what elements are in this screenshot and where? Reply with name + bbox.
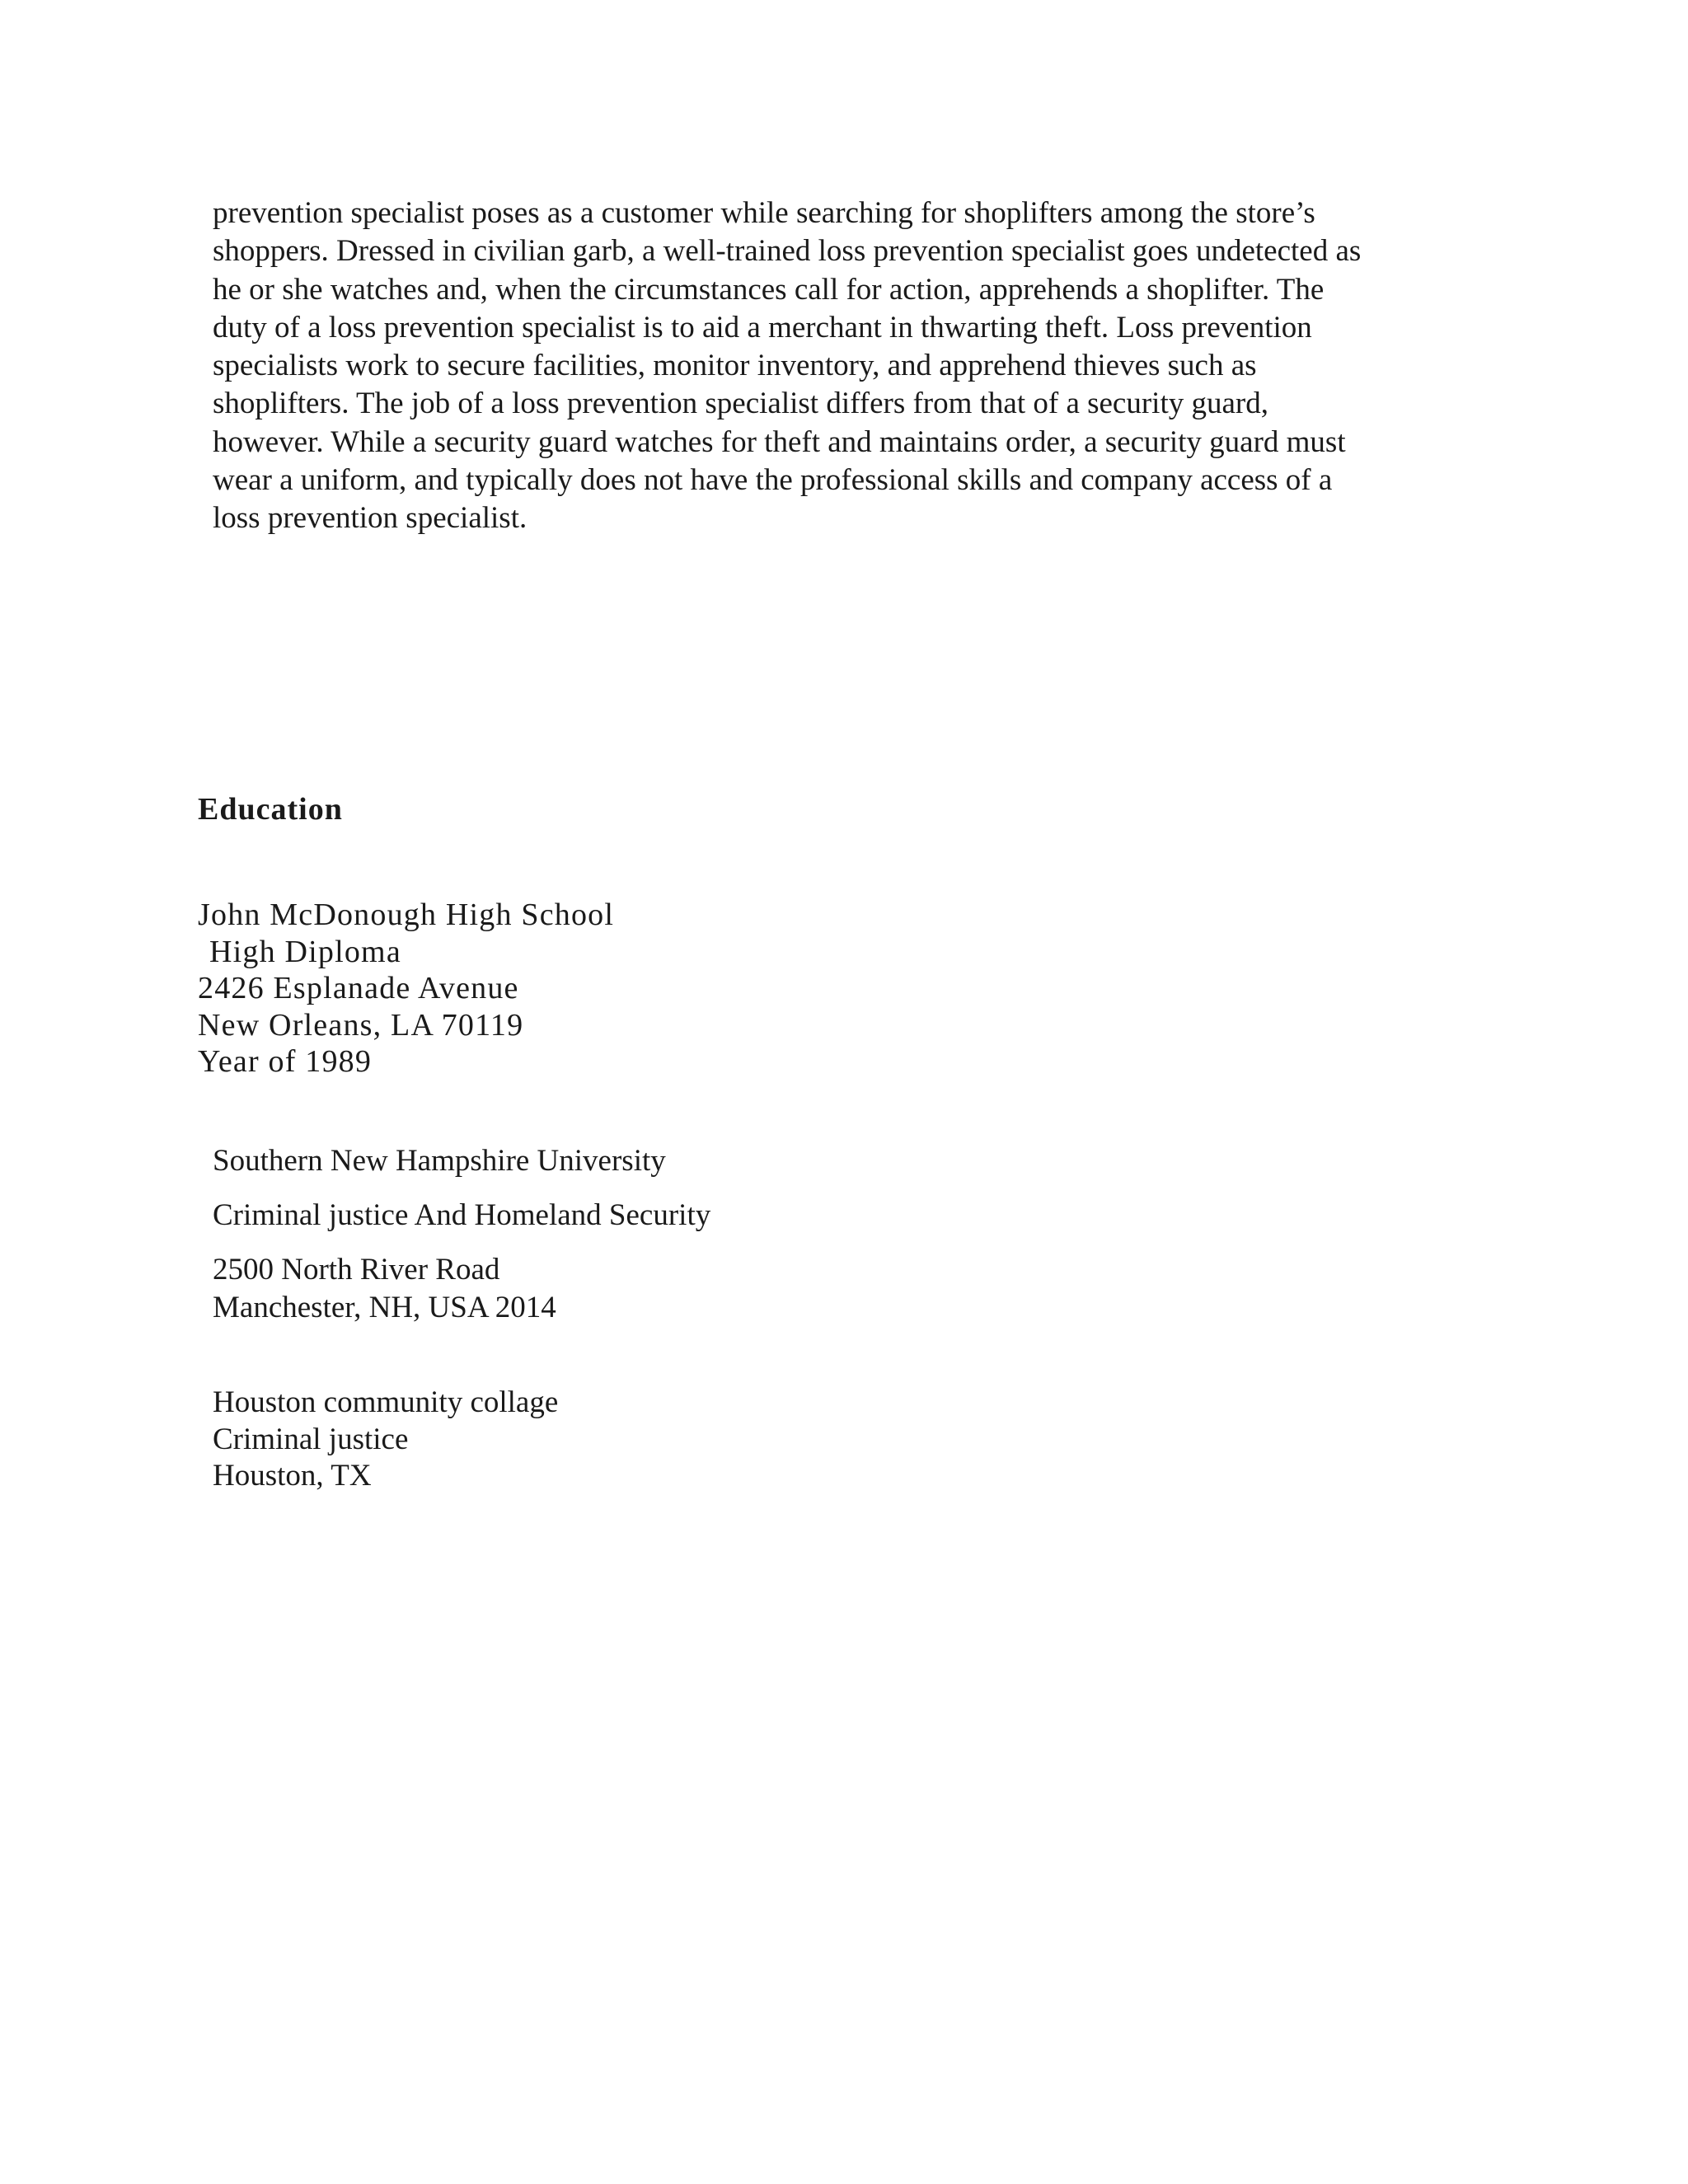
school-program: High Diploma — [209, 934, 401, 969]
paragraph-line: duty of a loss prevention specialist is to aid a merchant in thwarting theft. Loss prevention — [213, 310, 1312, 344]
paragraph-line: however. While a security guard watches for theft and maintains order, a security guard must — [213, 424, 1346, 459]
school-address: 2426 Esplanade Avenue — [198, 971, 519, 1005]
paragraph-line: prevention specialist poses as a customer while searching for shoplifters among the store’s — [213, 196, 1315, 230]
paragraph-line: specialists work to secure facilities, monitor inventory, and apprehend thieves such as — [213, 349, 1257, 383]
school-name: Houston community collage — [213, 1385, 559, 1419]
paragraph-line: shoppers. Dressed in civilian garb, a well-trained loss prevention specialist goes undetected as — [213, 234, 1362, 269]
school-address: 2500 North River Road — [213, 1253, 500, 1286]
school-city: New Orleans, LA 70119 — [198, 1007, 524, 1043]
loss-prevention-paragraph — [213, 194, 1498, 538]
school-city: Manchester, NH, USA 2014 — [213, 1291, 556, 1324]
paragraph-line: shoplifters. The job of a loss prevention specialist differs from that of a security guard, — [213, 387, 1268, 421]
school-name: Southern New Hampshire University — [213, 1144, 666, 1178]
school-program: Criminal justice — [213, 1422, 409, 1456]
paragraph-line: he or she watches and, when the circumstances call for action, apprehends a shoplifter. The — [213, 272, 1325, 307]
school-entry-community-college — [213, 1385, 558, 1495]
paragraph-line: wear a uniform, and typically does not have the professional skills and company access of a — [213, 463, 1333, 498]
school-city: Houston, TX — [213, 1459, 372, 1493]
school-entry-university — [213, 1142, 710, 1327]
school-name: John McDonough High School — [198, 898, 615, 932]
education-heading: Education — [198, 792, 343, 827]
school-program: Criminal justice And Homeland Security — [213, 1198, 711, 1232]
school-entry-high-school — [198, 897, 614, 1080]
school-year: Year of 1989 — [198, 1044, 373, 1079]
paragraph-line: loss prevention specialist. — [213, 501, 528, 536]
